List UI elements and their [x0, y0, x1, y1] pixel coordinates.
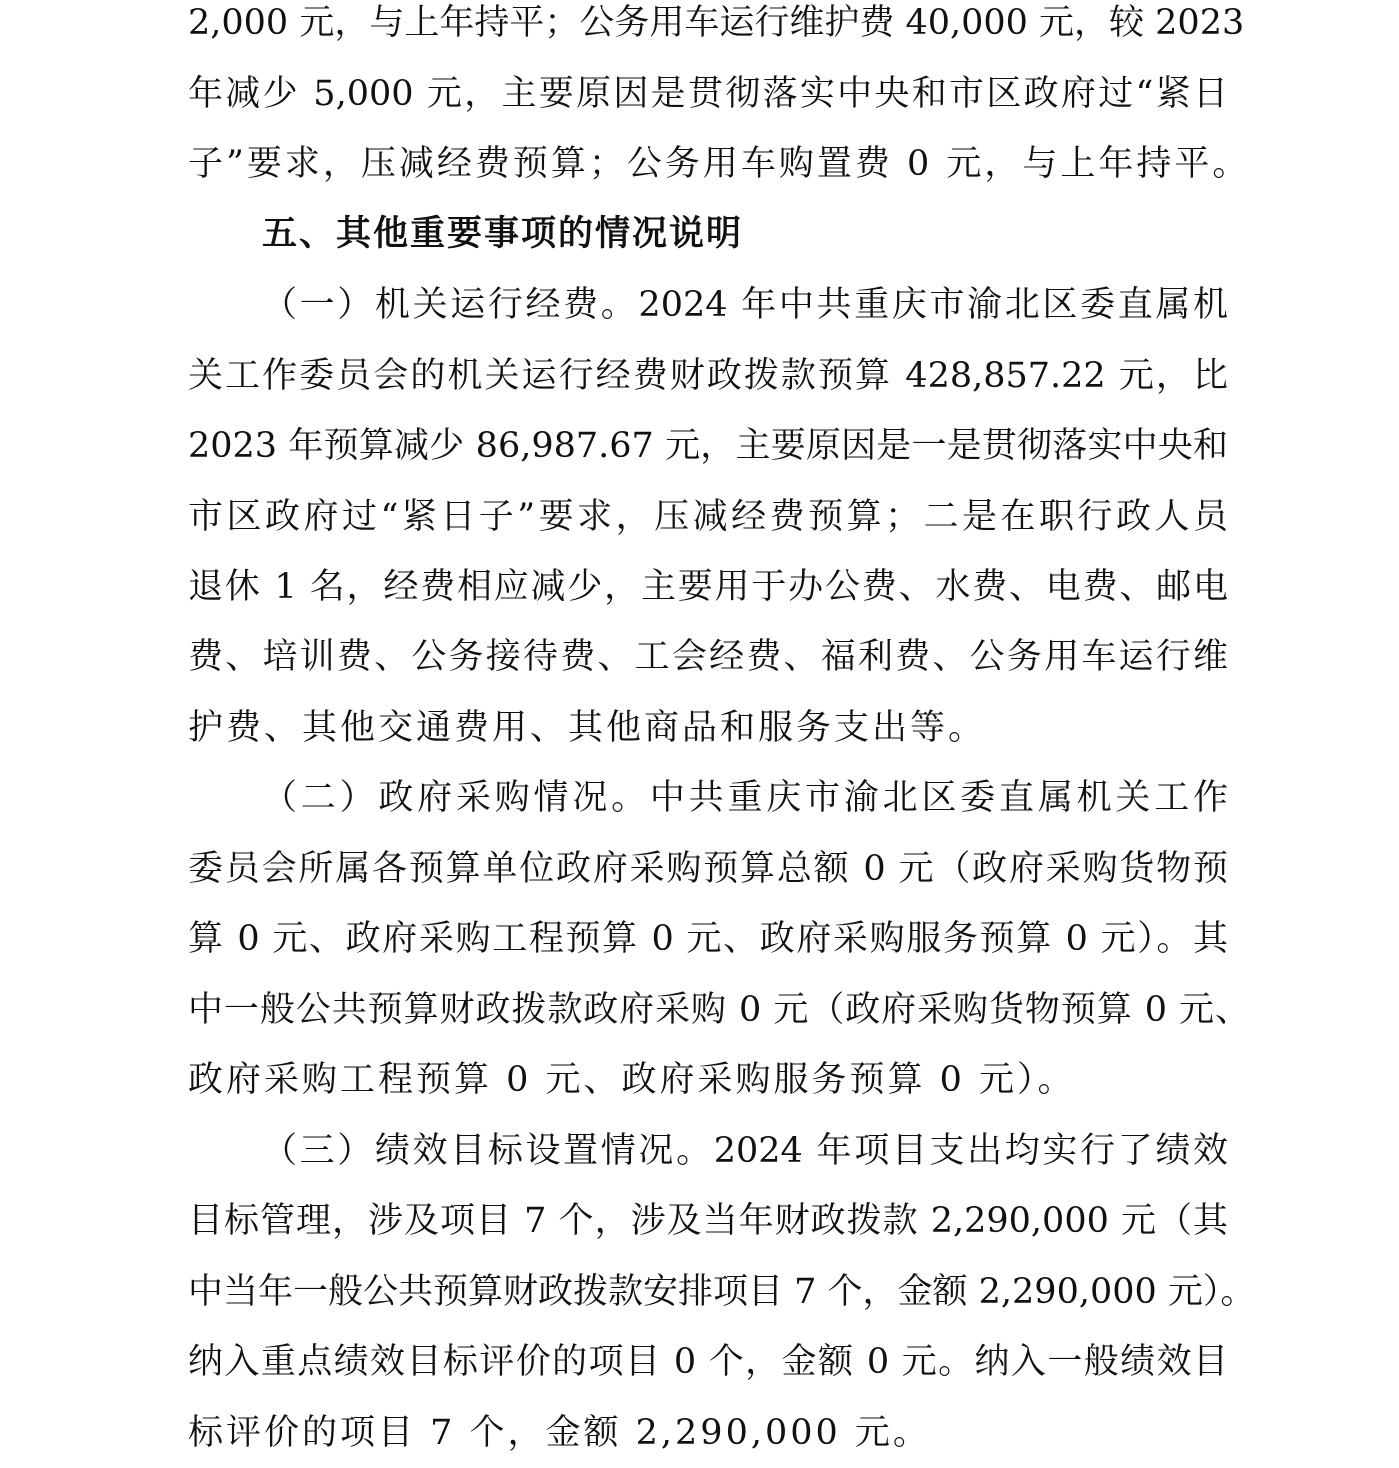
paragraph-1-line-7: 护费、其他交通费用、其他商品和服务支出等。	[188, 708, 987, 748]
paragraph-1-line-1: （一）机关运行经费。2024 年中共重庆市渝北区委直属机	[262, 285, 1228, 325]
text-line-3: 子”要求，压减经费预算；公务用车购置费 0 元，与上年持平。	[188, 144, 1251, 184]
paragraph-1-line-6: 费、培训费、公务接待费、工会经费、福利费、公务用车运行维	[188, 637, 1228, 677]
paragraph-2-line-1: （二）政府采购情况。中共重庆市渝北区委直属机关工作	[262, 778, 1228, 818]
text-line-2: 年减少 5,000 元，主要原因是贯彻落实中央和市区政府过“紧日	[188, 74, 1228, 114]
paragraph-3-line-3: 中当年一般公共预算财政拨款安排项目 7 个，金额 2,290,000 元）。	[188, 1272, 1256, 1312]
paragraph-1-line-5: 退休 1 名，经费相应减少，主要用于办公费、水费、电费、邮电	[188, 567, 1228, 607]
paragraph-3-line-4: 纳入重点绩效目标评价的项目 0 个，金额 0 元。纳入一般绩效目	[188, 1342, 1228, 1382]
paragraph-2-line-2: 委员会所属各预算单位政府采购预算总额 0 元（政府采购货物预	[188, 849, 1228, 889]
paragraph-1-line-3: 2023 年预算减少 86,987.67 元，主要原因是一是贯彻落实中央和	[188, 426, 1228, 466]
paragraph-2-line-3: 算 0 元、政府采购工程预算 0 元、政府采购服务预算 0 元）。其	[188, 919, 1228, 959]
paragraph-1-line-4: 市区政府过“紧日子”要求，压减经费预算；二是在职行政人员	[188, 497, 1228, 537]
paragraph-3-line-1: （三）绩效目标设置情况。2024 年项目支出均实行了绩效	[262, 1131, 1228, 1171]
section-heading: 五、其他重要事项的情况说明	[262, 214, 744, 254]
paragraph-2-line-4: 中一般公共预算财政拨款政府采购 0 元（政府采购货物预算 0 元、	[188, 990, 1250, 1030]
paragraph-3-line-2: 目标管理，涉及项目 7 个，涉及当年财政拨款 2,290,000 元（其	[188, 1201, 1228, 1241]
paragraph-3-line-5: 标评价的项目 7 个，金额 2,290,000 元。	[188, 1413, 931, 1453]
paragraph-1-line-2: 关工作委员会的机关运行经费财政拨款预算 428,857.22 元，比	[188, 356, 1228, 396]
text-line-1: 2,000 元，与上年持平；公务用车运行维护费 40,000 元，较 2023	[188, 3, 1245, 43]
paragraph-2-line-5: 政府采购工程预算 0 元、政府采购服务预算 0 元）。	[188, 1060, 1076, 1100]
